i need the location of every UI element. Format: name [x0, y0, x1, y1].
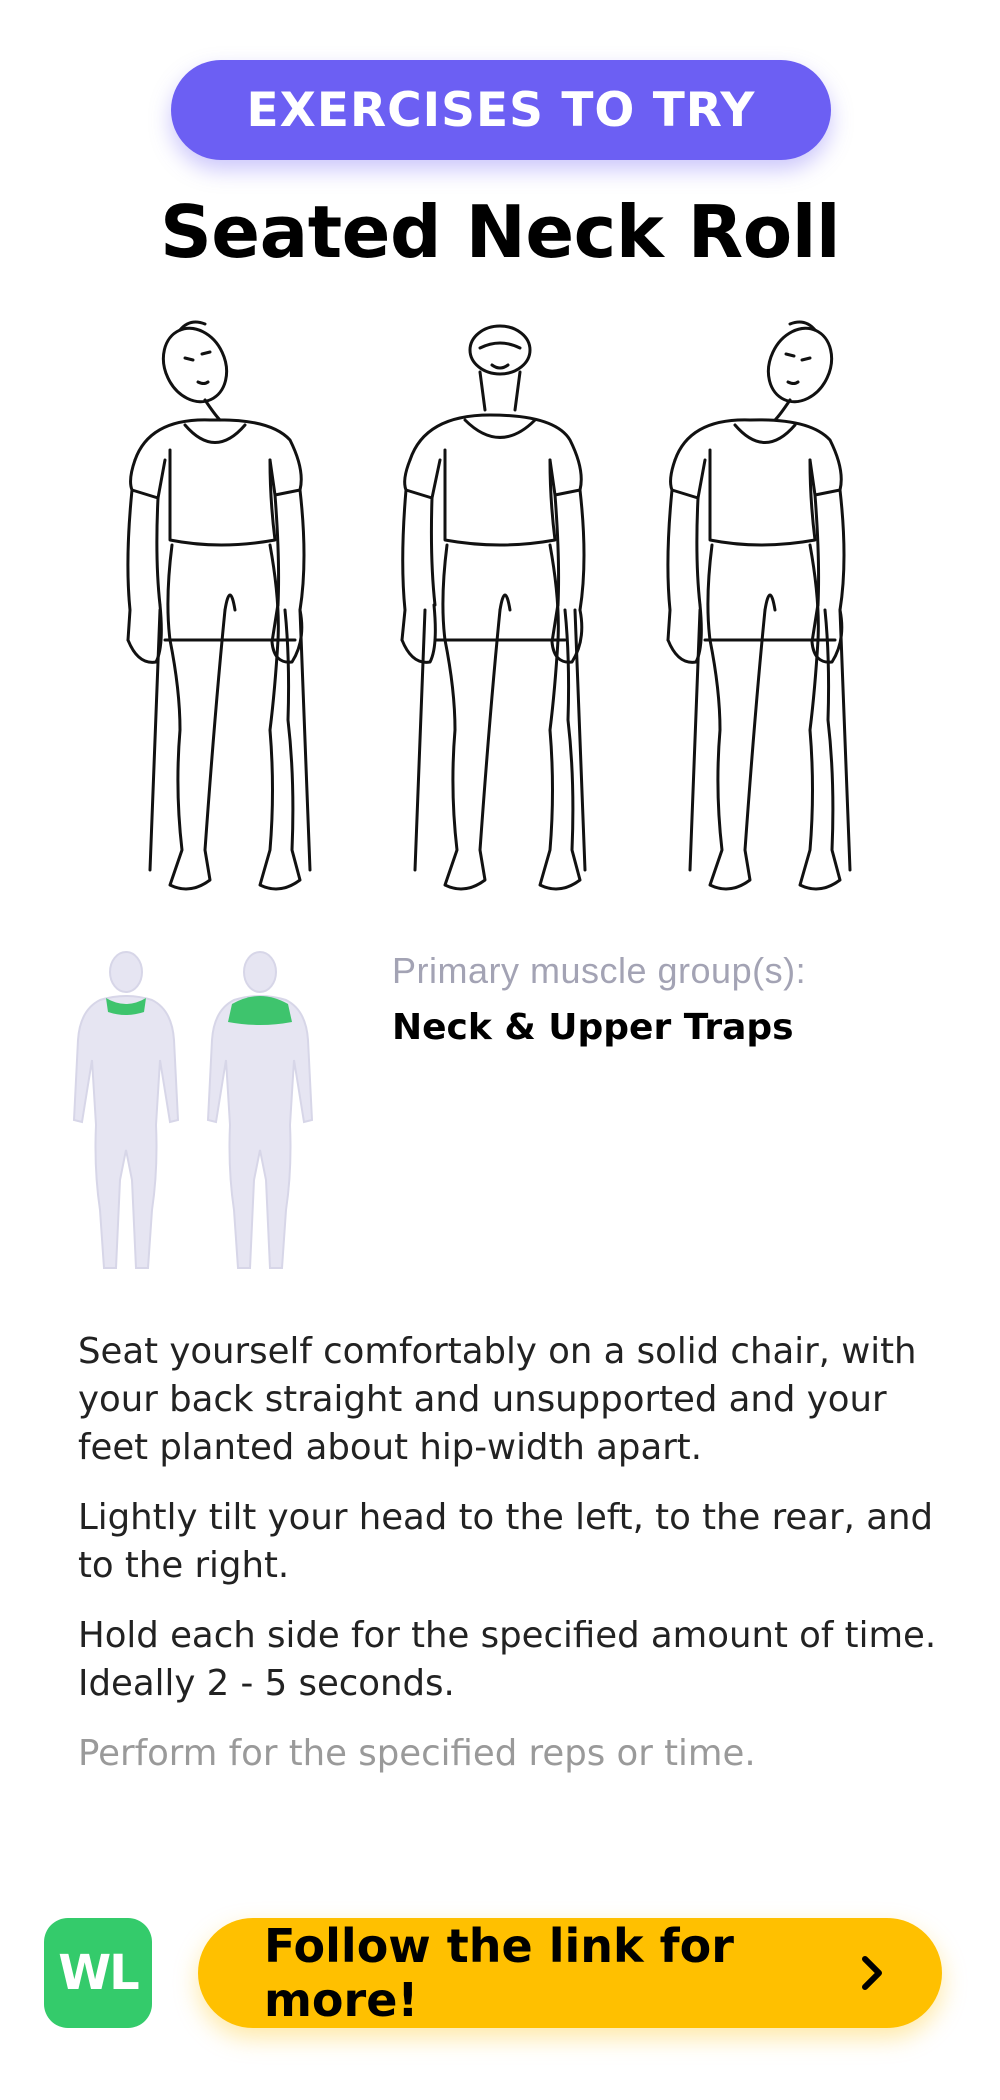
figure-head-tilt-back: [380, 310, 620, 920]
muscle-map: [60, 950, 330, 1280]
follow-link-label: Follow the link for more!: [264, 1919, 734, 2027]
exercise-title: Seated Neck Roll: [159, 190, 841, 274]
instruction-step: Perform for the specified reps or time.: [78, 1733, 756, 1774]
instruction-step: Seat yourself comfortably on a solid chair, with your back straight and unsupported and your feet planted about hip-width apart.: [78, 1331, 917, 1468]
exercises-badge-label: EXERCISES TO TRY: [246, 82, 756, 138]
wl-logo[interactable]: [44, 1918, 152, 2028]
instruction-step: Hold each side for the specified amount of time. Ideally 2 - 5 seconds.: [78, 1615, 937, 1704]
front-body-icon: [74, 952, 178, 1268]
instruction-step: Lightly tilt your head to the left, to the rear, and to the right.: [78, 1497, 933, 1586]
exercises-badge: [171, 60, 831, 160]
primary-muscle-value: Neck & Upper Traps: [392, 1007, 794, 1048]
follow-link-button[interactable]: [198, 1918, 942, 2028]
figure-head-tilt-right: [650, 310, 890, 920]
figure-head-tilt-left: [110, 310, 350, 920]
primary-muscle-label: Primary muscle group(s):: [392, 950, 807, 991]
wl-logo-text: WL: [58, 1945, 138, 2001]
exercise-illustration: [110, 310, 890, 920]
chevron-right-icon: [842, 1953, 902, 1993]
instructions: [78, 1328, 958, 1800]
